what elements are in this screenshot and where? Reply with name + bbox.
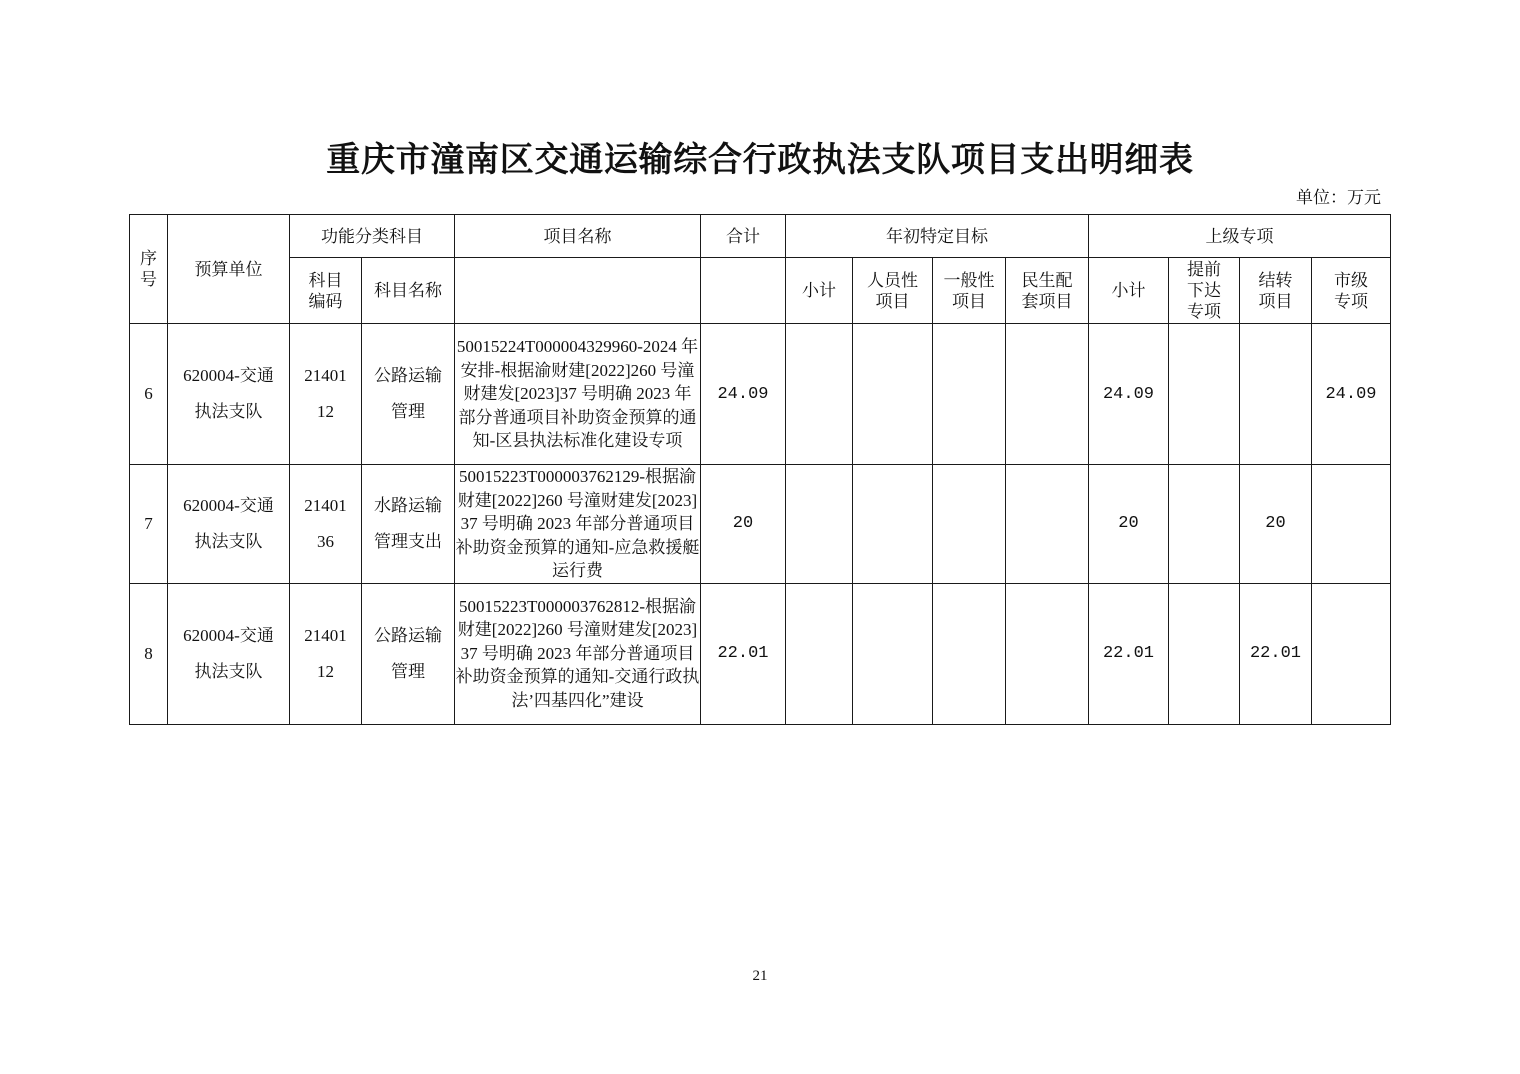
header-budget-unit: 预算单位 bbox=[168, 215, 290, 324]
header-function-category: 功能分类科目 bbox=[290, 215, 455, 258]
cell-subject-code bbox=[290, 583, 362, 724]
header-personnel-label: 人员性项目 bbox=[867, 270, 918, 311]
cell-budget-unit bbox=[168, 324, 290, 465]
header-initial-subtotal: 小计 bbox=[786, 258, 853, 324]
cell-initial-subtotal bbox=[786, 583, 853, 724]
header-superior: 上级专项 bbox=[1089, 215, 1391, 258]
cell-municipal bbox=[1312, 583, 1391, 724]
cell-general bbox=[933, 465, 1006, 584]
cell-general bbox=[933, 583, 1006, 724]
cell-budget-unit bbox=[168, 465, 290, 584]
document-title: 重庆市潼南区交通运输综合行政执法支队项目支出明细表 bbox=[326, 141, 1194, 179]
subject-name-text: 公路运输管理 bbox=[374, 366, 442, 421]
header-row-1 bbox=[130, 215, 1391, 258]
header-project-name: 项目名称 bbox=[455, 215, 701, 258]
unit-label: 单位：万元 bbox=[1296, 188, 1381, 207]
cell-municipal: 24.09 bbox=[1312, 324, 1391, 465]
subject-code-text: 2140112 bbox=[304, 625, 347, 681]
header-project-name-blank bbox=[455, 258, 701, 324]
cell-carryover: 20 bbox=[1240, 465, 1312, 584]
header-municipal-label: 市级专项 bbox=[1334, 270, 1368, 311]
header-subject-name: 科目名称 bbox=[362, 258, 455, 324]
header-total: 合计 bbox=[701, 215, 786, 258]
cell-superior-subtotal: 20 bbox=[1089, 465, 1169, 584]
cell-superior-subtotal: 24.09 bbox=[1089, 324, 1169, 465]
cell-total: 20 bbox=[701, 465, 786, 584]
cell-subject-name bbox=[362, 583, 455, 724]
cell-advance bbox=[1169, 324, 1240, 465]
cell-personnel bbox=[853, 583, 933, 724]
budget-unit-text: 620004-交通执法支队 bbox=[183, 366, 274, 421]
cell-general bbox=[933, 324, 1006, 465]
cell-livelihood bbox=[1006, 583, 1089, 724]
cell-subject-name bbox=[362, 324, 455, 465]
cell-livelihood bbox=[1006, 465, 1089, 584]
cell-total: 22.01 bbox=[701, 583, 786, 724]
cell-seq: 7 bbox=[130, 465, 168, 584]
header-superior-subtotal: 小计 bbox=[1089, 258, 1169, 324]
cell-superior-subtotal: 22.01 bbox=[1089, 583, 1169, 724]
header-livelihood-label: 民生配套项目 bbox=[1021, 270, 1073, 311]
header-municipal bbox=[1312, 258, 1391, 324]
budget-unit-text: 620004-交通执法支队 bbox=[183, 495, 274, 551]
cell-initial-subtotal bbox=[786, 465, 853, 584]
cell-municipal bbox=[1312, 465, 1391, 584]
header-livelihood bbox=[1006, 258, 1089, 324]
header-advance-label: 提前下达专项 bbox=[1187, 260, 1221, 321]
cell-subject-name bbox=[362, 465, 455, 584]
subject-code-text: 2140136 bbox=[304, 495, 347, 551]
budget-unit-text: 620004-交通执法支队 bbox=[183, 625, 274, 681]
table-row bbox=[130, 465, 1391, 584]
header-row-2 bbox=[130, 258, 1391, 324]
cell-budget-unit bbox=[168, 583, 290, 724]
expenditure-table bbox=[129, 214, 1391, 725]
table-row bbox=[130, 324, 1391, 465]
cell-project-name: 50015223T000003762812-根据渝财建[2022]260 号潼财建发[2023]37 号明确 2023 年部分普通项目补助资金预算的通知-交通行政执法’四基四化”建设 bbox=[455, 583, 701, 724]
cell-project-name: 50015223T000003762129-根据渝财建[2022]260 号潼财建发[2023]37 号明确 2023 年部分普通项目补助资金预算的通知-应急救援艇运行费 bbox=[455, 465, 701, 584]
cell-project-name: 50015224T000004329960-2024 年安排-根据渝财建[2022]260 号潼财建发[2023]37 号明确 2023 年部分普通项目补助资金预算的通知-区县执法标准化建设专项 bbox=[455, 324, 701, 465]
page-number: 21 bbox=[752, 968, 768, 984]
subject-name-text: 水路运输管理支出 bbox=[374, 495, 442, 551]
header-carryover-label: 结转项目 bbox=[1258, 270, 1293, 311]
header-general bbox=[933, 258, 1006, 324]
table-row bbox=[130, 583, 1391, 724]
header-subject-code-label: 科目编码 bbox=[308, 270, 343, 311]
cell-advance bbox=[1169, 465, 1240, 584]
header-seq bbox=[130, 215, 168, 324]
cell-personnel bbox=[853, 324, 933, 465]
cell-personnel bbox=[853, 465, 933, 584]
cell-seq: 6 bbox=[130, 324, 168, 465]
header-carryover bbox=[1240, 258, 1312, 324]
header-general-label: 一般性项目 bbox=[943, 270, 995, 311]
header-subject-code bbox=[290, 258, 362, 324]
cell-initial-subtotal bbox=[786, 324, 853, 465]
cell-carryover: 22.01 bbox=[1240, 583, 1312, 724]
cell-seq: 8 bbox=[130, 583, 168, 724]
cell-livelihood bbox=[1006, 324, 1089, 465]
header-total-blank bbox=[701, 258, 786, 324]
subject-name-text: 公路运输管理 bbox=[374, 625, 442, 681]
subject-code-text: 2140112 bbox=[304, 366, 347, 421]
header-initial-target: 年初特定目标 bbox=[786, 215, 1089, 258]
header-advance bbox=[1169, 258, 1240, 324]
cell-subject-code bbox=[290, 324, 362, 465]
cell-total: 24.09 bbox=[701, 324, 786, 465]
cell-subject-code bbox=[290, 465, 362, 584]
header-seq-label: 序号 bbox=[140, 249, 157, 289]
header-personnel bbox=[853, 258, 933, 324]
cell-advance bbox=[1169, 583, 1240, 724]
cell-carryover bbox=[1240, 324, 1312, 465]
